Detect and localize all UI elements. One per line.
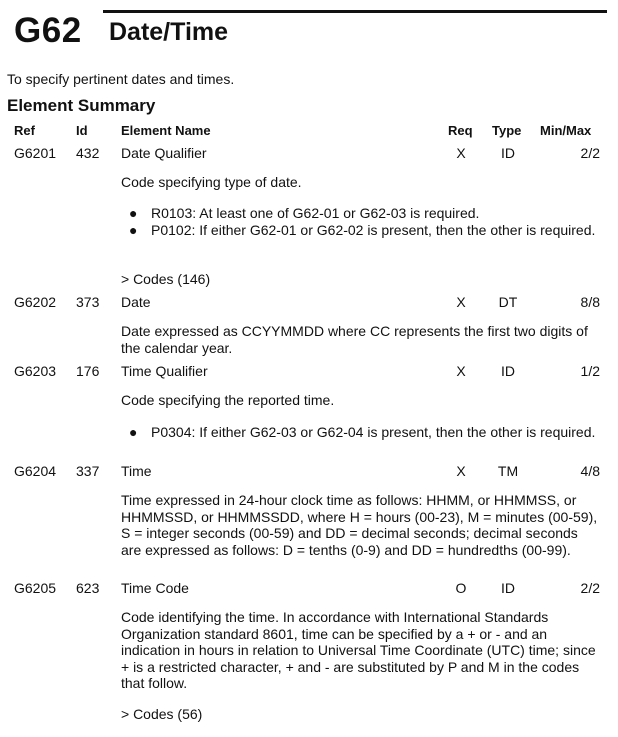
element-min-max: 2/2	[580, 145, 600, 161]
bullet-icon: ●	[129, 222, 138, 238]
element-description: Time expressed in 24-hour clock time as follows: HHMM, or HHMMSS, or HHMMSSD, or HHMMSSDD, where H = hours (00-23), M = minutes (00-59), S = integer seconds (00-59) and DD = decimal seconds; decimal seconds are expressed as follows: D = tenths (0-9) and DD = hundredths (00-99).	[121, 492, 598, 558]
syntax-rule-text: R0103: At least one of G62-01 or G62-03 is required.	[151, 205, 480, 221]
element-description: Code specifying the reported time.	[121, 392, 335, 408]
element-summary-heading: Element Summary	[7, 96, 156, 115]
element-req: X	[456, 145, 466, 161]
element-min-max: 1/2	[580, 363, 600, 379]
codes-link[interactable]: > Codes (56)	[121, 706, 203, 722]
bullet-icon: ●	[129, 205, 138, 221]
element-ref[interactable]: G6204	[14, 463, 57, 479]
segment-purpose: To specify pertinent dates and times.	[7, 71, 235, 87]
syntax-rule	[129, 222, 599, 239]
element-description: Code identifying the time. In accordance with International Standards Organization standard 8601, time can be specified by a + or - and an indication in hours in relation to Universal Time Coordinate (UTC) time; since + is a restricted character, + and - are substituted by P and M in the codes that follow.	[121, 609, 596, 691]
element-req: X	[456, 463, 466, 479]
element-name: Time Code	[121, 580, 189, 596]
element-ref[interactable]: G6205	[14, 580, 57, 596]
bullet-icon: ●	[129, 424, 138, 440]
element-description: Date expressed as CCYYMMDD where CC represents the first two digits of the calendar year.	[121, 323, 588, 356]
element-type: DT	[498, 294, 518, 310]
syntax-rule	[129, 205, 599, 222]
element-type: ID	[501, 363, 515, 379]
col-header-type: Type	[492, 123, 522, 138]
segment-id: G62	[14, 11, 82, 50]
element-id: 623	[76, 580, 100, 596]
element-id: 337	[76, 463, 100, 479]
col-header-ref: Ref	[14, 123, 35, 138]
element-type: ID	[501, 145, 515, 161]
codes-link[interactable]: > Codes (146)	[121, 271, 211, 287]
element-type: TM	[497, 463, 519, 479]
element-min-max: 8/8	[580, 294, 600, 310]
element-id: 432	[76, 145, 100, 161]
col-header-min-max: Min/Max	[540, 123, 592, 138]
element-name: Time	[121, 463, 152, 479]
col-header-req: Req	[448, 123, 473, 138]
element-req: O	[455, 580, 467, 596]
element-id: 176	[76, 363, 100, 379]
element-ref[interactable]: G6201	[14, 145, 57, 161]
segment-title: Date/Time	[109, 18, 229, 46]
element-id: 373	[76, 294, 100, 310]
header-rule	[103, 10, 607, 13]
element-min-max: 4/8	[580, 463, 600, 479]
element-ref[interactable]: G6202	[14, 294, 57, 310]
element-name: Date	[121, 294, 151, 310]
element-min-max: 2/2	[580, 580, 600, 596]
segment-header	[0, 0, 618, 60]
element-name: Time Qualifier	[121, 363, 208, 379]
col-header-id: Id	[76, 123, 88, 138]
element-description: Code specifying type of date.	[121, 174, 302, 190]
element-type: ID	[501, 580, 515, 596]
element-req: X	[456, 294, 466, 310]
syntax-rule-text: P0304: If either G62-03 or G62-04 is present, then the other is required.	[151, 424, 596, 440]
element-req: X	[456, 363, 466, 379]
col-header-element-name: Element Name	[121, 123, 211, 138]
element-ref[interactable]: G6203	[14, 363, 57, 379]
syntax-rule-text: P0102: If either G62-01 or G62-02 is present, then the other is required.	[151, 222, 596, 238]
element-name: Date Qualifier	[121, 145, 207, 161]
syntax-rule	[129, 424, 599, 441]
